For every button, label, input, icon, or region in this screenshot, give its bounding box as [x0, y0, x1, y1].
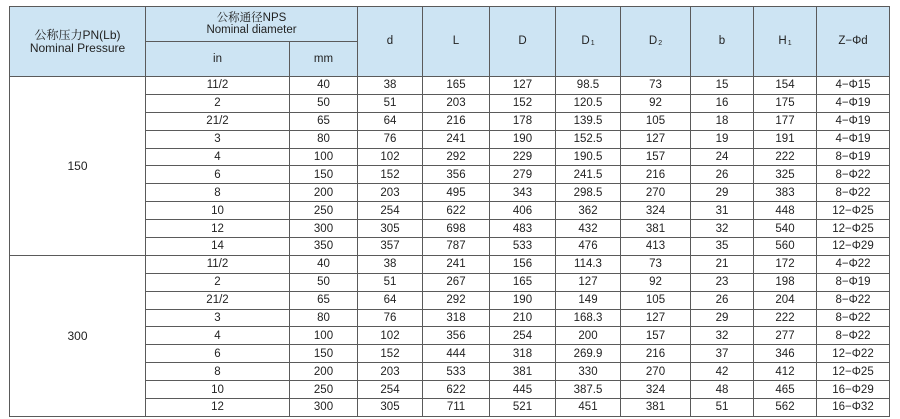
cell-L: 622 [423, 202, 490, 220]
cell-D: 152 [490, 94, 556, 112]
cell-D2: 92 [621, 273, 691, 291]
table-header [10, 7, 890, 77]
cell-zd: 12−Φ22 [817, 345, 890, 363]
nominal-diameter-en: Nominal diameter [206, 24, 297, 36]
cell-D1: 241.5 [556, 166, 621, 184]
cell-H1: 560 [754, 238, 817, 256]
col-header-mm: mm [290, 42, 358, 77]
cell-L: 292 [423, 148, 490, 166]
cell-b: 23 [691, 273, 754, 291]
cell-H1: 412 [754, 363, 817, 381]
cell-H1: 191 [754, 130, 817, 148]
cell-mm: 40 [290, 77, 358, 95]
cell-D: 254 [490, 327, 556, 345]
cell-L: 216 [423, 112, 490, 130]
col-header-d: d [358, 7, 423, 77]
cell-zd: 8−Φ22 [817, 327, 890, 345]
cell-D1: 149 [556, 291, 621, 309]
cell-D1: 152.5 [556, 130, 621, 148]
cell-D1: 432 [556, 220, 621, 238]
cell-D2: 92 [621, 94, 691, 112]
cell-H1: 204 [754, 291, 817, 309]
cell-H1: 154 [754, 77, 817, 95]
cell-D: 521 [490, 399, 556, 417]
cell-D: 406 [490, 202, 556, 220]
cell-D1: 127 [556, 273, 621, 291]
nominal-pressure-header [10, 7, 146, 77]
col-header-D2 [621, 7, 691, 77]
cell-zd: 12−Φ25 [817, 363, 890, 381]
cell-D2: 413 [621, 238, 691, 256]
cell-D1: 120.5 [556, 94, 621, 112]
cell-L: 787 [423, 238, 490, 256]
cell-D: 381 [490, 363, 556, 381]
cell-D1: 269.9 [556, 345, 621, 363]
cell-b: 35 [691, 238, 754, 256]
cell-b: 21 [691, 255, 754, 273]
cell-zd: 12−Φ25 [817, 220, 890, 238]
cell-D: 229 [490, 148, 556, 166]
cell-D2: 105 [621, 291, 691, 309]
cell-d: 152 [358, 345, 423, 363]
nominal-diameter-header [146, 7, 358, 42]
cell-b: 18 [691, 112, 754, 130]
cell-mm: 250 [290, 202, 358, 220]
cell-mm: 40 [290, 255, 358, 273]
cell-zd: 8−Φ22 [817, 309, 890, 327]
cell-H1: 277 [754, 327, 817, 345]
cell-zd: 8−Φ22 [817, 291, 890, 309]
cell-zd: 4−Φ19 [817, 112, 890, 130]
nominal-pressure-en: Nominal Pressure [29, 40, 126, 55]
cell-mm: 65 [290, 291, 358, 309]
nominal-pressure-cn: 公称压力PN(Lb) [34, 27, 121, 42]
cell-d: 51 [358, 94, 423, 112]
cell-in: 21/2 [146, 112, 290, 130]
cell-zd: 12−Φ29 [817, 238, 890, 256]
flange-dimension-table [9, 6, 890, 417]
cell-zd: 4−Φ19 [817, 130, 890, 148]
cell-in: 4 [146, 327, 290, 345]
cell-mm: 300 [290, 399, 358, 417]
cell-D: 127 [490, 77, 556, 95]
cell-D2: 270 [621, 184, 691, 202]
cell-d: 203 [358, 184, 423, 202]
cell-D1: 114.3 [556, 255, 621, 273]
cell-mm: 350 [290, 238, 358, 256]
cell-mm: 100 [290, 327, 358, 345]
cell-H1: 465 [754, 381, 817, 399]
cell-D1: 139.5 [556, 112, 621, 130]
cell-in: 3 [146, 130, 290, 148]
cell-zd: 8−Φ19 [817, 273, 890, 291]
cell-D2: 216 [621, 345, 691, 363]
col-header-H1 [754, 7, 817, 77]
cell-in: 6 [146, 345, 290, 363]
cell-zd: 8−Φ22 [817, 166, 890, 184]
col-header-in: in [146, 42, 290, 77]
cell-d: 305 [358, 399, 423, 417]
cell-D2: 127 [621, 309, 691, 327]
cell-mm: 50 [290, 94, 358, 112]
cell-b: 32 [691, 220, 754, 238]
cell-zd: 8−Φ22 [817, 184, 890, 202]
cell-in: 12 [146, 220, 290, 238]
cell-d: 64 [358, 291, 423, 309]
cell-D1: 298.5 [556, 184, 621, 202]
cell-D: 279 [490, 166, 556, 184]
pressure-class-cell: 300 [10, 255, 146, 416]
cell-D: 190 [490, 291, 556, 309]
col-header-zd: Z−Φd [817, 7, 890, 77]
cell-D: 165 [490, 273, 556, 291]
cell-in: 2 [146, 94, 290, 112]
cell-H1: 175 [754, 94, 817, 112]
cell-in: 8 [146, 363, 290, 381]
cell-D: 318 [490, 345, 556, 363]
cell-D1: 476 [556, 238, 621, 256]
cell-D: 343 [490, 184, 556, 202]
col-header-H1-base: H [778, 35, 787, 48]
cell-H1: 448 [754, 202, 817, 220]
cell-d: 203 [358, 363, 423, 381]
cell-D2: 73 [621, 255, 691, 273]
cell-b: 16 [691, 94, 754, 112]
cell-D2: 105 [621, 112, 691, 130]
cell-mm: 250 [290, 381, 358, 399]
cell-H1: 562 [754, 399, 817, 417]
cell-mm: 300 [290, 220, 358, 238]
pressure-class-cell: 150 [10, 77, 146, 256]
cell-L: 622 [423, 381, 490, 399]
cell-in: 8 [146, 184, 290, 202]
nominal-diameter-cn: 公称通径NPS [216, 11, 287, 24]
cell-D2: 73 [621, 77, 691, 95]
cell-D2: 157 [621, 327, 691, 345]
cell-L: 241 [423, 130, 490, 148]
cell-d: 305 [358, 220, 423, 238]
cell-in: 10 [146, 381, 290, 399]
cell-in: 4 [146, 148, 290, 166]
cell-L: 241 [423, 255, 490, 273]
table-row [10, 77, 890, 95]
cell-L: 267 [423, 273, 490, 291]
cell-in: 6 [146, 166, 290, 184]
col-header-D1 [556, 7, 621, 77]
cell-D2: 381 [621, 220, 691, 238]
cell-D: 156 [490, 255, 556, 273]
cell-d: 76 [358, 130, 423, 148]
cell-H1: 172 [754, 255, 817, 273]
cell-d: 38 [358, 255, 423, 273]
cell-D: 445 [490, 381, 556, 399]
cell-D1: 200 [556, 327, 621, 345]
col-header-D2-base: D [648, 35, 658, 48]
cell-H1: 222 [754, 309, 817, 327]
cell-L: 698 [423, 220, 490, 238]
cell-mm: 200 [290, 184, 358, 202]
cell-b: 19 [691, 130, 754, 148]
cell-in: 12 [146, 399, 290, 417]
cell-D1: 451 [556, 399, 621, 417]
cell-D: 533 [490, 238, 556, 256]
cell-D: 483 [490, 220, 556, 238]
cell-D2: 270 [621, 363, 691, 381]
cell-D: 190 [490, 130, 556, 148]
cell-zd: 4−Φ19 [817, 94, 890, 112]
cell-d: 254 [358, 381, 423, 399]
cell-H1: 325 [754, 166, 817, 184]
cell-d: 102 [358, 148, 423, 166]
cell-in: 10 [146, 202, 290, 220]
col-header-L: L [423, 7, 490, 77]
cell-d: 102 [358, 327, 423, 345]
cell-L: 318 [423, 309, 490, 327]
cell-D2: 127 [621, 130, 691, 148]
cell-H1: 222 [754, 148, 817, 166]
cell-b: 15 [691, 77, 754, 95]
cell-d: 51 [358, 273, 423, 291]
cell-in: 14 [146, 238, 290, 256]
cell-in: 11/2 [146, 77, 290, 95]
cell-D: 210 [490, 309, 556, 327]
cell-zd: 16−Φ29 [817, 381, 890, 399]
cell-L: 356 [423, 166, 490, 184]
col-header-D: D [490, 7, 556, 77]
cell-zd: 12−Φ25 [817, 202, 890, 220]
cell-D: 178 [490, 112, 556, 130]
cell-mm: 50 [290, 273, 358, 291]
cell-in: 3 [146, 309, 290, 327]
cell-H1: 177 [754, 112, 817, 130]
cell-H1: 383 [754, 184, 817, 202]
cell-d: 152 [358, 166, 423, 184]
cell-b: 26 [691, 291, 754, 309]
table-row [10, 255, 890, 273]
table-body [10, 77, 890, 417]
cell-b: 29 [691, 184, 754, 202]
cell-D1: 330 [556, 363, 621, 381]
cell-d: 357 [358, 238, 423, 256]
cell-D1: 190.5 [556, 148, 621, 166]
cell-zd: 8−Φ19 [817, 148, 890, 166]
cell-zd: 4−Φ15 [817, 77, 890, 95]
cell-b: 32 [691, 327, 754, 345]
cell-mm: 150 [290, 345, 358, 363]
cell-D2: 324 [621, 381, 691, 399]
cell-mm: 150 [290, 166, 358, 184]
cell-H1: 346 [754, 345, 817, 363]
cell-L: 533 [423, 363, 490, 381]
cell-H1: 198 [754, 273, 817, 291]
cell-b: 24 [691, 148, 754, 166]
cell-in: 2 [146, 273, 290, 291]
cell-b: 37 [691, 345, 754, 363]
cell-L: 356 [423, 327, 490, 345]
cell-mm: 80 [290, 309, 358, 327]
cell-zd: 16−Φ32 [817, 399, 890, 417]
cell-zd: 4−Φ22 [817, 255, 890, 273]
cell-d: 76 [358, 309, 423, 327]
col-header-D2-sub: 2 [658, 40, 663, 48]
cell-H1: 540 [754, 220, 817, 238]
cell-in: 11/2 [146, 255, 290, 273]
cell-L: 495 [423, 184, 490, 202]
cell-d: 64 [358, 112, 423, 130]
cell-D2: 381 [621, 399, 691, 417]
cell-b: 26 [691, 166, 754, 184]
flange-dimension-table-wrapper [9, 6, 890, 417]
cell-D1: 387.5 [556, 381, 621, 399]
col-header-H1-sub: 1 [787, 40, 792, 48]
cell-L: 292 [423, 291, 490, 309]
cell-D2: 216 [621, 166, 691, 184]
cell-D2: 324 [621, 202, 691, 220]
cell-mm: 80 [290, 130, 358, 148]
cell-mm: 100 [290, 148, 358, 166]
cell-D1: 362 [556, 202, 621, 220]
col-header-D1-sub: 1 [590, 40, 595, 48]
cell-L: 203 [423, 94, 490, 112]
cell-in: 21/2 [146, 291, 290, 309]
cell-b: 51 [691, 399, 754, 417]
cell-b: 42 [691, 363, 754, 381]
cell-mm: 65 [290, 112, 358, 130]
cell-L: 444 [423, 345, 490, 363]
cell-D1: 98.5 [556, 77, 621, 95]
cell-D1: 168.3 [556, 309, 621, 327]
col-header-D1-base: D [581, 35, 590, 48]
cell-D2: 157 [621, 148, 691, 166]
cell-L: 165 [423, 77, 490, 95]
cell-L: 711 [423, 399, 490, 417]
cell-d: 38 [358, 77, 423, 95]
cell-b: 48 [691, 381, 754, 399]
col-header-b: b [691, 7, 754, 77]
cell-mm: 200 [290, 363, 358, 381]
cell-b: 31 [691, 202, 754, 220]
cell-d: 254 [358, 202, 423, 220]
cell-b: 29 [691, 309, 754, 327]
